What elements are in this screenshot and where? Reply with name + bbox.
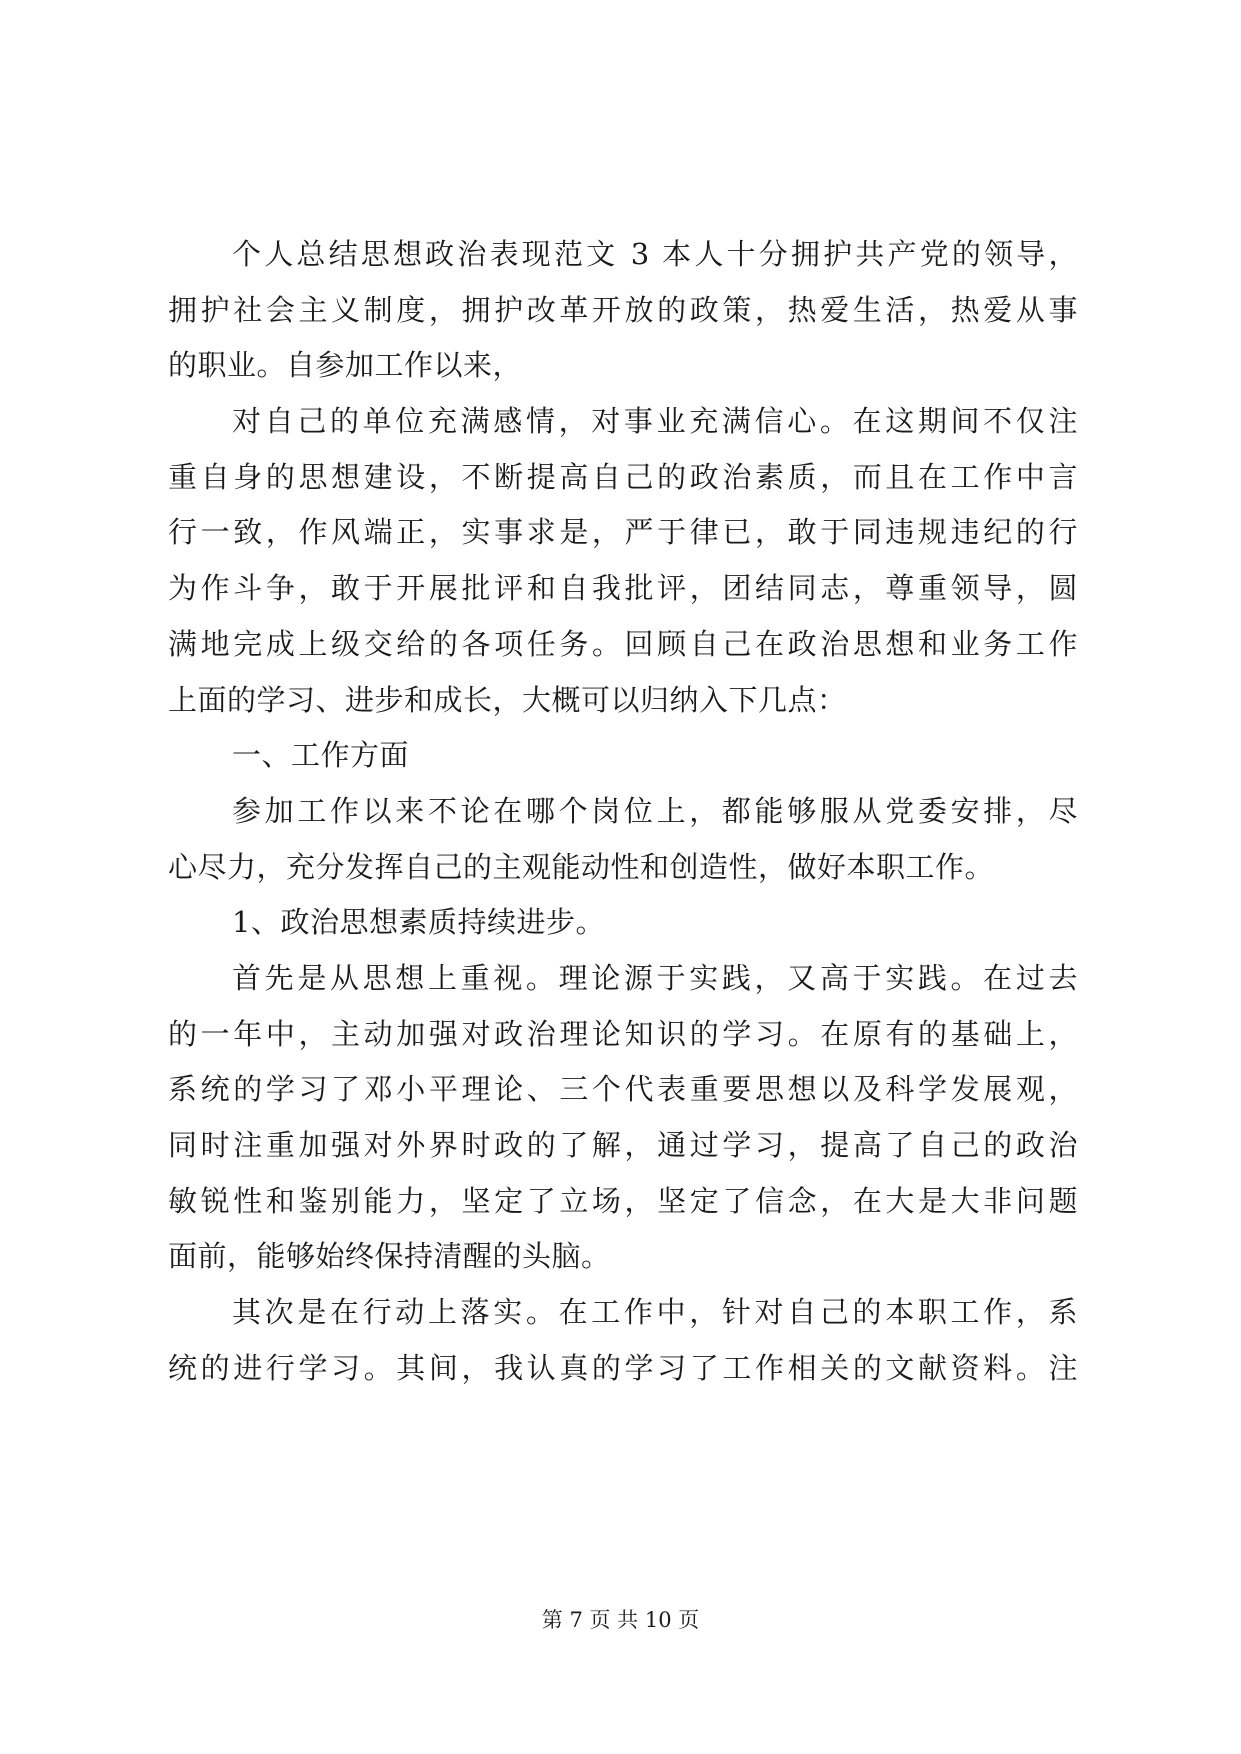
subsection-heading: 1、政治思想素质持续进步。 [232, 905, 605, 940]
page-number-label: 第 7 页 共 10 页 [541, 1608, 700, 1632]
text-line-3: 的职业。自参加工作以来， [168, 348, 523, 383]
text-line-4: 对自己的单位充满感情，对事业充满信心。在这期间不仅注 [232, 404, 1078, 439]
text-line-14: 首先是从思想上重视。理论源于实践，又高于实践。在过去 [232, 960, 1078, 995]
text-line-15: 的一年中，主动加强对政治理论知识的学习。在原有的基础上， [168, 1016, 1078, 1051]
text-line-5: 重自身的思想建设，不断提高自己的政治素质，而且在工作中言 [168, 459, 1078, 494]
text-line-6: 行一致，作风端正，实事求是，严于律已，敢于同违规违纪的行 [168, 515, 1078, 550]
text-line-2: 拥护社会主义制度，拥护改革开放的政策，热爱生活，热爱从事 [168, 292, 1078, 327]
text-line-8: 满地完成上级交给的各项任务。回顾自己在政治思想和业务工作 [168, 626, 1078, 661]
text-line-21: 统的进行学习。其间，我认真的学习了工作相关的文献资料。注 [168, 1350, 1078, 1385]
text-line-7: 为作斗争，敢于开展批评和自我批评，团结同志，尊重领导，圆 [168, 571, 1078, 606]
text-line-11: 参加工作以来不论在哪个岗位上，都能够服从党委安排，尽 [232, 793, 1078, 828]
section-heading: 一、工作方面 [232, 738, 410, 773]
page-footer [0, 1606, 1241, 1634]
document-body [168, 227, 1078, 1396]
text-line-16: 系统的学习了邓小平理论、三个代表重要思想以及科学发展观， [168, 1072, 1078, 1107]
text-line-20: 其次是在行动上落实。在工作中，针对自己的本职工作，系 [232, 1295, 1078, 1330]
text-line-9: 上面的学习、进步和成长，大概可以归纳入下几点： [168, 682, 847, 717]
text-line-19: 面前，能够始终保持清醒的头脑。 [168, 1239, 611, 1274]
text-line-12: 心尽力，充分发挥自己的主观能动性和创造性，做好本职工作。 [168, 849, 995, 884]
text-line-17: 同时注重加强对外界时政的了解，通过学习，提高了自己的政治 [168, 1128, 1078, 1162]
text-line-1: 个人总结思想政治表现范文 3 本人十分拥护共产党的领导， [232, 237, 1078, 271]
text-line-18: 敏锐性和鉴别能力，坚定了立场，坚定了信念，在大是大非问题 [168, 1183, 1078, 1218]
